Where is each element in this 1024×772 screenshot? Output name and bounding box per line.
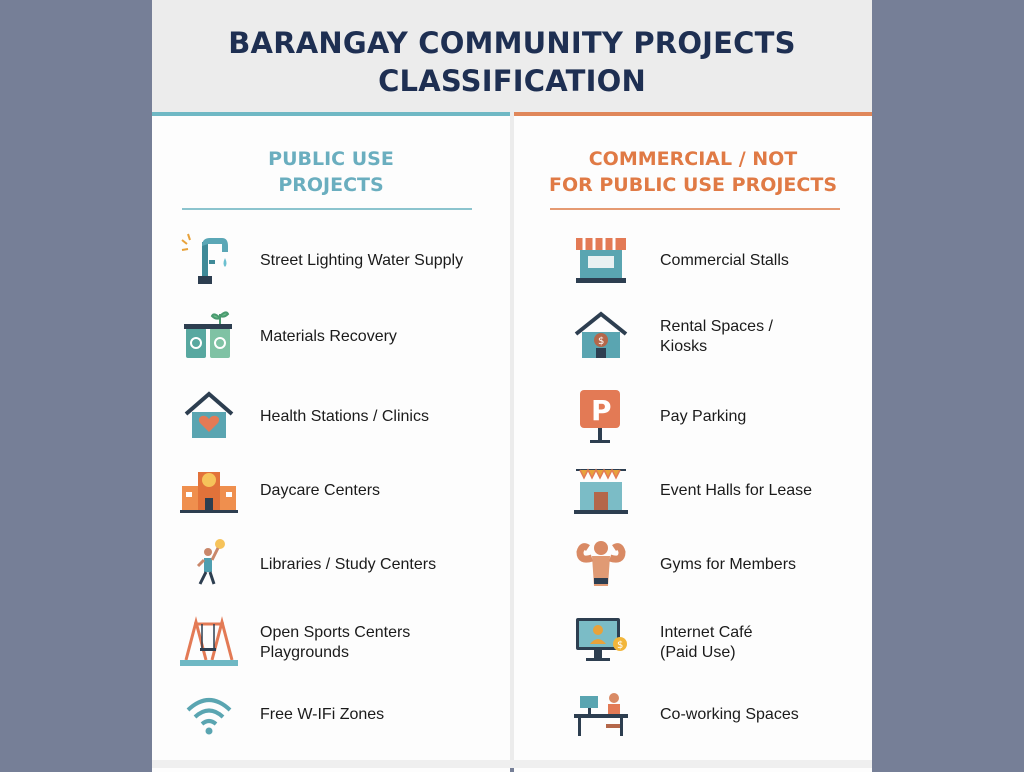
list-item — [514, 460, 872, 530]
wifi-icon — [178, 684, 240, 746]
internet-monitor-icon — [570, 612, 632, 674]
item-label-line-1: Pay Parking — [660, 408, 747, 425]
item-label-line-1: Commercial Stalls — [660, 252, 789, 269]
public-heading-line-1: PUBLIC USE — [268, 148, 394, 170]
commercial-heading-rule — [550, 208, 840, 210]
svg-text:$: $ — [617, 640, 624, 651]
list-item — [152, 230, 510, 300]
item-label-line-1: Event Halls for Lease — [660, 482, 813, 499]
item-label — [660, 534, 900, 596]
parking-sign-icon — [570, 386, 632, 448]
list-item — [152, 684, 510, 754]
item-label — [260, 230, 500, 292]
swing-icon — [178, 612, 240, 674]
item-label-line-1: Rental Spaces / — [660, 318, 773, 335]
item-label — [660, 460, 900, 522]
flexing-man-icon — [570, 534, 632, 596]
item-label-line-1: Street Lighting Water Supply — [260, 252, 464, 269]
item-label-line-2: Kiosks — [660, 338, 708, 355]
item-label-line-1: Health Stations / Clinics — [260, 408, 429, 425]
item-label-line-1: Gyms for Members — [660, 556, 797, 573]
item-label-line-1: Materials Recovery — [260, 328, 397, 345]
list-item — [152, 386, 510, 456]
list-item — [514, 230, 872, 300]
item-label — [660, 612, 900, 674]
water-tap-icon — [178, 230, 240, 292]
daycare-building-icon — [178, 460, 240, 522]
list-item — [152, 612, 510, 682]
item-label — [260, 386, 500, 448]
stall-icon — [570, 230, 632, 292]
list-item — [514, 306, 872, 376]
commercial-heading-line-1: COMMERCIAL / NOT — [588, 148, 798, 170]
item-label — [660, 230, 900, 292]
item-label — [260, 460, 500, 522]
commercial-heading-line-2: FOR PUBLIC USE PROJECTS — [549, 174, 837, 196]
item-label — [260, 684, 500, 746]
commercial-heading — [514, 146, 872, 198]
header — [152, 0, 872, 112]
item-label — [260, 612, 500, 674]
list-item — [152, 534, 510, 604]
title-line-1: BARANGAY COMMUNITY PROJECTS — [228, 26, 796, 60]
player-icon — [178, 534, 240, 596]
list-item — [514, 684, 872, 754]
public-heading — [152, 146, 510, 198]
item-label — [260, 534, 500, 596]
footer-strip — [152, 760, 872, 768]
list-item — [152, 306, 510, 376]
item-label-line-1: Internet Café — [660, 624, 753, 641]
page-title — [152, 24, 872, 100]
event-hall-icon — [570, 460, 632, 522]
item-label-line-2: Playgrounds — [260, 644, 349, 661]
list-item — [514, 386, 872, 456]
money-house-icon — [570, 306, 632, 368]
commercial-column — [514, 112, 872, 772]
item-label — [660, 386, 900, 448]
item-label-line-1: Free W-IFi Zones — [260, 706, 385, 723]
item-label — [660, 684, 900, 746]
coworking-desk-icon — [570, 684, 632, 746]
item-label-line-1: Co-working Spaces — [660, 706, 799, 723]
item-label-line-1: Daycare Centers — [260, 482, 381, 499]
list-item — [152, 460, 510, 530]
item-label-line-1: Open Sports Centers — [260, 624, 411, 641]
public-use-column — [152, 112, 510, 772]
item-label-line-1: Libraries / Study Centers — [260, 556, 437, 573]
svg-text:P: P — [591, 394, 612, 427]
infographic-page — [152, 0, 872, 768]
item-label-line-2: (Paid Use) — [660, 644, 736, 661]
svg-text:$: $ — [598, 336, 605, 347]
list-item — [514, 612, 872, 682]
recycling-bins-icon — [178, 306, 240, 368]
heart-house-icon — [178, 386, 240, 448]
public-heading-rule — [182, 208, 472, 210]
list-item — [514, 534, 872, 604]
public-heading-line-2: PROJECTS — [278, 174, 384, 196]
title-line-2: CLASSIFICATION — [378, 64, 646, 98]
item-label — [260, 306, 500, 368]
item-label — [660, 306, 900, 368]
